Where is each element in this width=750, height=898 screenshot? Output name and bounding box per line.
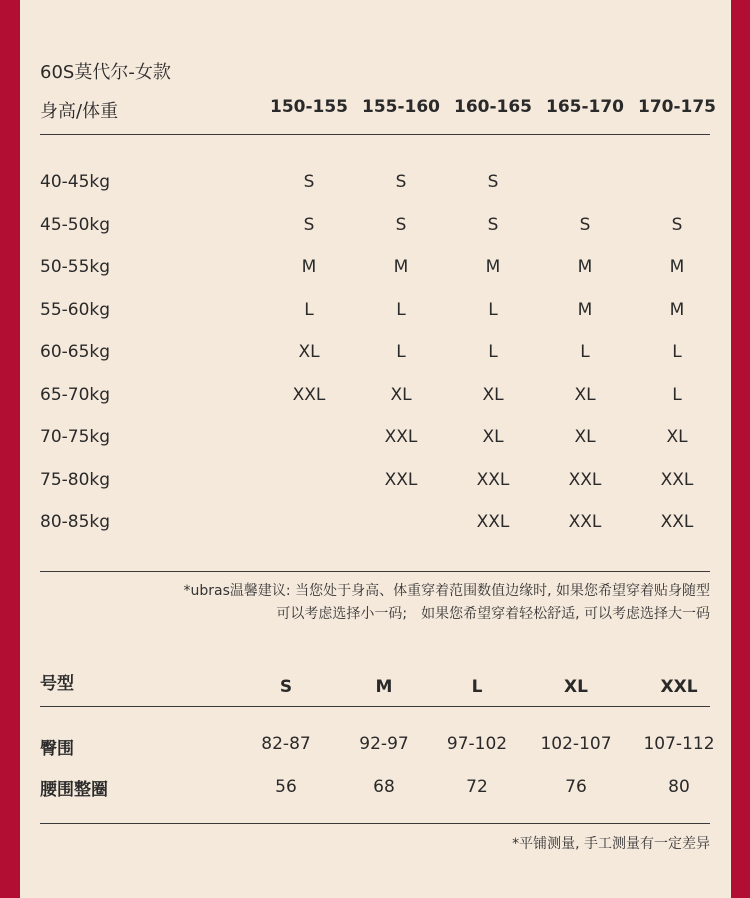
size-cell: L [396, 300, 406, 320]
table-divider [40, 571, 710, 572]
weight-label: 70-75kg [40, 427, 111, 447]
size-cell: L [672, 385, 682, 405]
size-header: XL [564, 677, 588, 697]
size-cell: L [580, 342, 590, 362]
height-header: 155-160 [361, 97, 441, 117]
measure-table-corner: 号型 [40, 674, 74, 694]
measure-note: *平铺测量, 手工测量有一定差异 [512, 836, 710, 852]
weight-label: 55-60kg [40, 300, 111, 320]
size-cell: XL [390, 385, 412, 405]
waist-value: 56 [275, 777, 297, 797]
header-divider [40, 134, 710, 135]
weight-label: 80-85kg [40, 512, 111, 532]
height-header: 170-175 [637, 97, 717, 117]
size-cell: XL [574, 427, 596, 447]
size-cell: S [303, 172, 315, 192]
measure-header-divider [40, 706, 710, 707]
size-guide-panel [20, 0, 731, 898]
size-cell: XXL [476, 470, 510, 490]
size-cell: XXL [568, 470, 602, 490]
size-cell: S [487, 172, 499, 192]
weight-label: 60-65kg [40, 342, 111, 362]
fit-advice-note-line2: 可以考虑选择小一码; 如果您希望穿着轻松舒适, 可以考虑选择大一码 [276, 606, 710, 622]
size-cell: XXL [292, 385, 326, 405]
size-cell: XL [482, 385, 504, 405]
weight-label: 65-70kg [40, 385, 111, 405]
size-cell: XXL [660, 512, 694, 532]
size-cell: S [395, 215, 407, 235]
size-table-corner: 身高/体重 [40, 101, 119, 122]
size-cell: M [577, 257, 593, 277]
size-cell: XXL [568, 512, 602, 532]
waist-value: 72 [466, 777, 488, 797]
hip-value: 107-112 [643, 734, 715, 754]
size-cell: XL [666, 427, 688, 447]
size-cell: XL [298, 342, 320, 362]
size-cell: M [577, 300, 593, 320]
size-header: M [375, 677, 393, 697]
size-cell: XL [574, 385, 596, 405]
size-cell: L [672, 342, 682, 362]
fit-advice-note-line1: *ubras温馨建议: 当您处于身高、体重穿着范围数值边缘时, 如果您希望穿着贴身随型 [183, 583, 710, 599]
size-cell: L [488, 342, 498, 362]
size-cell: S [395, 172, 407, 192]
hip-value: 92-97 [359, 734, 409, 754]
size-cell: S [303, 215, 315, 235]
product-title: 60S莫代尔-女款 [40, 62, 171, 83]
size-cell: XXL [384, 470, 418, 490]
size-cell: S [671, 215, 683, 235]
waist-value: 80 [668, 777, 690, 797]
size-cell: M [393, 257, 409, 277]
size-cell: M [301, 257, 317, 277]
waist-value: 76 [565, 777, 587, 797]
weight-label: 75-80kg [40, 470, 111, 490]
weight-label: 45-50kg [40, 215, 111, 235]
size-cell: XXL [476, 512, 510, 532]
waist-value: 68 [373, 777, 395, 797]
size-cell: XL [482, 427, 504, 447]
size-cell: S [579, 215, 591, 235]
size-cell: L [488, 300, 498, 320]
size-cell: XXL [660, 470, 694, 490]
size-cell: M [669, 257, 685, 277]
size-header: L [471, 677, 483, 697]
height-header: 165-170 [545, 97, 625, 117]
size-cell: M [485, 257, 501, 277]
height-header: 150-155 [269, 97, 349, 117]
waist-label: 腰围整圈 [40, 780, 108, 800]
size-cell: S [487, 215, 499, 235]
hip-value: 102-107 [540, 734, 612, 754]
measure-divider [40, 823, 710, 824]
size-cell: L [304, 300, 314, 320]
hip-value: 82-87 [261, 734, 311, 754]
size-cell: L [396, 342, 406, 362]
size-header: XXL [660, 677, 698, 697]
hip-value: 97-102 [446, 734, 508, 754]
hip-label: 臀围 [40, 739, 74, 759]
size-cell: M [669, 300, 685, 320]
size-cell: XXL [384, 427, 418, 447]
height-header: 160-165 [453, 97, 533, 117]
size-header: S [279, 677, 293, 697]
weight-label: 40-45kg [40, 172, 111, 192]
weight-label: 50-55kg [40, 257, 111, 277]
